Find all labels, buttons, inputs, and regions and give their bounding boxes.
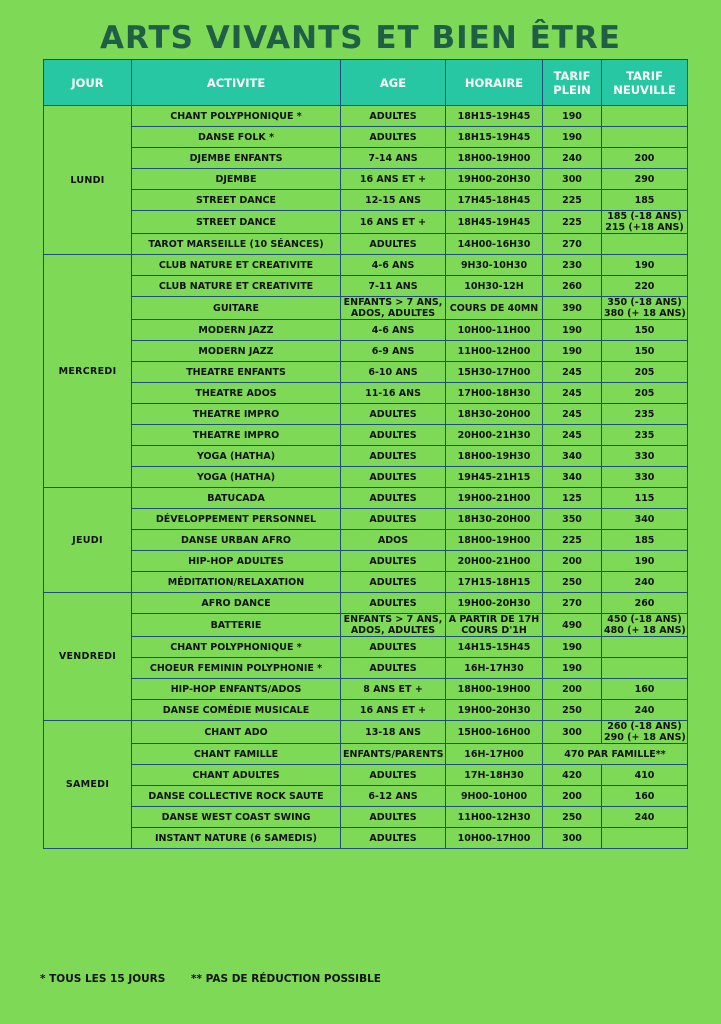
tarif-neuville-cell: 340 — [602, 509, 688, 530]
horaire-cell: 17H-18H30 — [446, 765, 543, 786]
age-cell: ADOS — [341, 530, 446, 551]
footnotes — [40, 973, 403, 985]
age-cell: ADULTES — [341, 127, 446, 148]
horaire-cell: 16H-17H00 — [446, 744, 543, 765]
tarif-neuville-cell — [602, 637, 688, 658]
activity-cell: DANSE COMÉDIE MUSICALE — [132, 700, 341, 721]
table-row — [44, 446, 688, 467]
tarif-plein-cell: 190 — [543, 637, 602, 658]
horaire-cell: 17H45-18H45 — [446, 190, 543, 211]
tarif-plein-cell: 270 — [543, 234, 602, 255]
tarif-neuville-cell: 235 — [602, 404, 688, 425]
age-cell: ADULTES — [341, 425, 446, 446]
table-row — [44, 807, 688, 828]
age-cell: 7-11 ANS — [341, 276, 446, 297]
tarif-plein-cell: 190 — [543, 320, 602, 341]
tarif-neuville-cell: 185 (-18 ANS) 215 (+18 ANS) — [602, 211, 688, 234]
tarif-neuville-cell: 330 — [602, 446, 688, 467]
age-cell: 16 ANS ET + — [341, 211, 446, 234]
age-cell: 16 ANS ET + — [341, 700, 446, 721]
header-tarif-neuville: TARIF NEUVILLE — [602, 60, 688, 106]
tarif-plein-cell: 225 — [543, 530, 602, 551]
activity-cell: DÉVELOPPEMENT PERSONNEL — [132, 509, 341, 530]
table-row — [44, 362, 688, 383]
table-row — [44, 234, 688, 255]
day-label: LUNDI — [44, 106, 132, 255]
age-cell: 6-12 ANS — [341, 786, 446, 807]
horaire-cell: 18H15-19H45 — [446, 127, 543, 148]
horaire-cell: 9H00-10H00 — [446, 786, 543, 807]
tarif-neuville-cell: 450 (-18 ANS) 480 (+ 18 ANS) — [602, 614, 688, 637]
table-row — [44, 530, 688, 551]
tarif-neuville-cell: 260 (-18 ANS) 290 (+ 18 ANS) — [602, 721, 688, 744]
tarif-neuville-cell: 190 — [602, 255, 688, 276]
age-cell: 4-6 ANS — [341, 255, 446, 276]
tarif-plein-cell: 300 — [543, 721, 602, 744]
activity-cell: HIP-HOP ENFANTS/ADOS — [132, 679, 341, 700]
age-cell: ADULTES — [341, 658, 446, 679]
tarif-neuville-cell: 350 (-18 ANS) 380 (+ 18 ANS) — [602, 297, 688, 320]
table-row — [44, 404, 688, 425]
horaire-cell: 15H00-16H00 — [446, 721, 543, 744]
table-row — [44, 148, 688, 169]
age-cell: ADULTES — [341, 572, 446, 593]
activity-cell: DANSE URBAN AFRO — [132, 530, 341, 551]
age-cell: 8 ANS ET + — [341, 679, 446, 700]
day-label: JEUDI — [44, 488, 132, 593]
header-activite: ACTIVITE — [132, 60, 341, 106]
table-row — [44, 593, 688, 614]
horaire-cell: 14H00-16H30 — [446, 234, 543, 255]
table-row — [44, 211, 688, 234]
activity-cell: DJEMBE — [132, 169, 341, 190]
horaire-cell: 16H-17H30 — [446, 658, 543, 679]
age-cell: ADULTES — [341, 765, 446, 786]
footnote-biweekly: * TOUS LES 15 JOURS — [40, 973, 166, 985]
age-cell: ADULTES — [341, 106, 446, 127]
table-row — [44, 765, 688, 786]
activity-cell: STREET DANCE — [132, 190, 341, 211]
tarif-plein-cell: 250 — [543, 572, 602, 593]
age-cell: ENFANTS > 7 ANS, ADOS, ADULTES — [341, 614, 446, 637]
age-cell: 12-15 ANS — [341, 190, 446, 211]
tarif-neuville-cell — [602, 106, 688, 127]
activity-cell: CHANT FAMILLE — [132, 744, 341, 765]
horaire-cell: 17H00-18H30 — [446, 383, 543, 404]
footnote-no-discount: ** PAS DE RÉDUCTION POSSIBLE — [191, 973, 381, 985]
tarif-plein-cell: 390 — [543, 297, 602, 320]
horaire-cell: 19H45-21H15 — [446, 467, 543, 488]
age-cell: 7-14 ANS — [341, 148, 446, 169]
table-row — [44, 658, 688, 679]
table-row — [44, 637, 688, 658]
age-cell: 13-18 ANS — [341, 721, 446, 744]
header-age: AGE — [341, 60, 446, 106]
age-cell: ENFANTS > 7 ANS, ADOS, ADULTES — [341, 297, 446, 320]
header-tarif-plein: TARIF PLEIN — [543, 60, 602, 106]
horaire-cell: A PARTIR DE 17H COURS D'1H — [446, 614, 543, 637]
tarif-plein-cell: 350 — [543, 509, 602, 530]
table-row — [44, 127, 688, 148]
tarif-plein-cell: 125 — [543, 488, 602, 509]
activity-cell: THEATRE IMPRO — [132, 404, 341, 425]
horaire-cell: 20H00-21H00 — [446, 551, 543, 572]
age-cell: ENFANTS/PARENTS — [341, 744, 446, 765]
tarif-neuville-cell — [602, 234, 688, 255]
table-row — [44, 467, 688, 488]
age-cell: ADULTES — [341, 467, 446, 488]
tarif-neuville-cell: 240 — [602, 700, 688, 721]
activity-cell: THEATRE ENFANTS — [132, 362, 341, 383]
activity-cell: DANSE FOLK * — [132, 127, 341, 148]
tarif-plein-cell: 200 — [543, 551, 602, 572]
age-cell: 6-9 ANS — [341, 341, 446, 362]
tarif-neuville-cell: 185 — [602, 190, 688, 211]
horaire-cell: 11H00-12H00 — [446, 341, 543, 362]
table-row — [44, 700, 688, 721]
tarif-neuville-cell: 150 — [602, 341, 688, 362]
header-horaire: HORAIRE — [446, 60, 543, 106]
age-cell: ADULTES — [341, 551, 446, 572]
activity-cell: DJEMBE ENFANTS — [132, 148, 341, 169]
tarif-plein-cell: 225 — [543, 211, 602, 234]
tarif-plein-cell: 245 — [543, 425, 602, 446]
tarif-plein-cell: 240 — [543, 148, 602, 169]
horaire-cell: 10H30-12H — [446, 276, 543, 297]
activity-cell: CHOEUR FEMININ POLYPHONIE * — [132, 658, 341, 679]
horaire-cell: 19H00-20H30 — [446, 700, 543, 721]
header-row — [44, 60, 688, 106]
table-row — [44, 190, 688, 211]
activity-cell: GUITARE — [132, 297, 341, 320]
activity-cell: BATTERIE — [132, 614, 341, 637]
table-row — [44, 744, 688, 765]
tarif-plein-cell: 250 — [543, 700, 602, 721]
table-row — [44, 425, 688, 446]
tarif-plein-cell: 245 — [543, 383, 602, 404]
horaire-cell: 10H00-17H00 — [446, 828, 543, 849]
tarif-plein-cell: 190 — [543, 658, 602, 679]
tarif-plein-cell: 420 — [543, 765, 602, 786]
activity-cell: CHANT POLYPHONIQUE * — [132, 637, 341, 658]
activity-cell: THEATRE ADOS — [132, 383, 341, 404]
tarif-neuville-cell: 240 — [602, 572, 688, 593]
header-jour: JOUR — [44, 60, 132, 106]
age-cell: ADULTES — [341, 404, 446, 425]
horaire-cell: 18H00-19H00 — [446, 530, 543, 551]
activity-cell: BATUCADA — [132, 488, 341, 509]
table-row — [44, 786, 688, 807]
activity-cell: YOGA (HATHA) — [132, 446, 341, 467]
day-label: MERCREDI — [44, 255, 132, 488]
horaire-cell: COURS DE 40MN — [446, 297, 543, 320]
tarif-neuville-cell: 150 — [602, 320, 688, 341]
horaire-cell: 17H15-18H15 — [446, 572, 543, 593]
tarif-neuville-cell — [602, 127, 688, 148]
tarif-neuville-cell: 160 — [602, 786, 688, 807]
activity-cell: MODERN JAZZ — [132, 320, 341, 341]
activity-cell: CHANT ADO — [132, 721, 341, 744]
horaire-cell: 20H00-21H30 — [446, 425, 543, 446]
tarif-neuville-cell — [602, 658, 688, 679]
horaire-cell: 18H00-19H00 — [446, 148, 543, 169]
horaire-cell: 18H30-20H00 — [446, 404, 543, 425]
tarif-neuville-cell: 220 — [602, 276, 688, 297]
age-cell: ADULTES — [341, 637, 446, 658]
age-cell: ADULTES — [341, 593, 446, 614]
table-row — [44, 509, 688, 530]
age-cell: 16 ANS ET + — [341, 169, 446, 190]
tarif-plein-cell: 190 — [543, 127, 602, 148]
activity-cell: HIP-HOP ADULTES — [132, 551, 341, 572]
day-label: VENDREDI — [44, 593, 132, 721]
tarif-neuville-cell: 240 — [602, 807, 688, 828]
activity-cell: CLUB NATURE ET CREATIVITE — [132, 276, 341, 297]
horaire-cell: 18H00-19H30 — [446, 446, 543, 467]
tarif-neuville-cell: 235 — [602, 425, 688, 446]
horaire-cell: 10H00-11H00 — [446, 320, 543, 341]
age-cell: ADULTES — [341, 509, 446, 530]
horaire-cell: 15H30-17H00 — [446, 362, 543, 383]
table-row — [44, 320, 688, 341]
table-row — [44, 383, 688, 404]
table-row — [44, 341, 688, 362]
table-row — [44, 551, 688, 572]
activity-cell: TAROT MARSEILLE (10 SÉANCES) — [132, 234, 341, 255]
activity-cell: INSTANT NATURE (6 SAMEDIS) — [132, 828, 341, 849]
activity-cell: AFRO DANCE — [132, 593, 341, 614]
tarif-neuville-cell: 410 — [602, 765, 688, 786]
horaire-cell: 11H00-12H30 — [446, 807, 543, 828]
table-row — [44, 679, 688, 700]
age-cell: ADULTES — [341, 488, 446, 509]
activity-cell: CHANT POLYPHONIQUE * — [132, 106, 341, 127]
age-cell: 6-10 ANS — [341, 362, 446, 383]
tarif-plein-cell: 190 — [543, 341, 602, 362]
horaire-cell: 19H00-20H30 — [446, 169, 543, 190]
activity-cell: MÉDITATION/RELAXATION — [132, 572, 341, 593]
table-row — [44, 169, 688, 190]
tarif-neuville-cell: 290 — [602, 169, 688, 190]
activity-cell: MODERN JAZZ — [132, 341, 341, 362]
schedule-body — [44, 106, 688, 849]
age-cell: ADULTES — [341, 234, 446, 255]
tarif-plein-cell: 490 — [543, 614, 602, 637]
table-row — [44, 488, 688, 509]
tarif-plein-cell: 200 — [543, 679, 602, 700]
tarif-neuville-cell: 260 — [602, 593, 688, 614]
table-row — [44, 106, 688, 127]
tarif-plein-cell: 300 — [543, 169, 602, 190]
horaire-cell: 19H00-20H30 — [446, 593, 543, 614]
activity-cell: YOGA (HATHA) — [132, 467, 341, 488]
tarif-plein-cell: 340 — [543, 467, 602, 488]
table-row — [44, 255, 688, 276]
tarif-neuville-cell: 205 — [602, 383, 688, 404]
tarif-plein-cell: 245 — [543, 404, 602, 425]
tarif-neuville-cell: 190 — [602, 551, 688, 572]
horaire-cell: 18H30-20H00 — [446, 509, 543, 530]
activity-cell: DANSE WEST COAST SWING — [132, 807, 341, 828]
activity-cell: STREET DANCE — [132, 211, 341, 234]
tarif-neuville-cell: 160 — [602, 679, 688, 700]
page-title: ARTS VIVANTS ET BIEN ÊTRE — [100, 20, 621, 56]
tarif-plein-cell: 190 — [543, 106, 602, 127]
table-row — [44, 276, 688, 297]
age-cell: ADULTES — [341, 446, 446, 467]
day-label: SAMEDI — [44, 721, 132, 849]
horaire-cell: 18H15-19H45 — [446, 106, 543, 127]
tarif-plein-cell: 340 — [543, 446, 602, 467]
table-row — [44, 297, 688, 320]
activity-cell: THEATRE IMPRO — [132, 425, 341, 446]
schedule-table — [43, 59, 688, 849]
tarif-plein-cell: 245 — [543, 362, 602, 383]
table-row — [44, 721, 688, 744]
table-row — [44, 828, 688, 849]
tarif-plein-cell: 200 — [543, 786, 602, 807]
horaire-cell: 18H00-19H00 — [446, 679, 543, 700]
horaire-cell: 18H45-19H45 — [446, 211, 543, 234]
tarif-combined-cell: 470 PAR FAMILLE** — [543, 744, 688, 765]
tarif-plein-cell: 250 — [543, 807, 602, 828]
age-cell: 4-6 ANS — [341, 320, 446, 341]
age-cell: ADULTES — [341, 828, 446, 849]
horaire-cell: 9H30-10H30 — [446, 255, 543, 276]
tarif-plein-cell: 260 — [543, 276, 602, 297]
tarif-neuville-cell — [602, 828, 688, 849]
table-row — [44, 614, 688, 637]
activity-cell: CLUB NATURE ET CREATIVITE — [132, 255, 341, 276]
table-row — [44, 572, 688, 593]
activity-cell: CHANT ADULTES — [132, 765, 341, 786]
tarif-neuville-cell: 200 — [602, 148, 688, 169]
age-cell: 11-16 ANS — [341, 383, 446, 404]
tarif-neuville-cell: 330 — [602, 467, 688, 488]
tarif-neuville-cell: 205 — [602, 362, 688, 383]
tarif-plein-cell: 300 — [543, 828, 602, 849]
tarif-plein-cell: 270 — [543, 593, 602, 614]
tarif-plein-cell: 230 — [543, 255, 602, 276]
age-cell: ADULTES — [341, 807, 446, 828]
tarif-neuville-cell: 115 — [602, 488, 688, 509]
horaire-cell: 14H15-15H45 — [446, 637, 543, 658]
horaire-cell: 19H00-21H00 — [446, 488, 543, 509]
activity-cell: DANSE COLLECTIVE ROCK SAUTE — [132, 786, 341, 807]
tarif-neuville-cell: 185 — [602, 530, 688, 551]
tarif-plein-cell: 225 — [543, 190, 602, 211]
